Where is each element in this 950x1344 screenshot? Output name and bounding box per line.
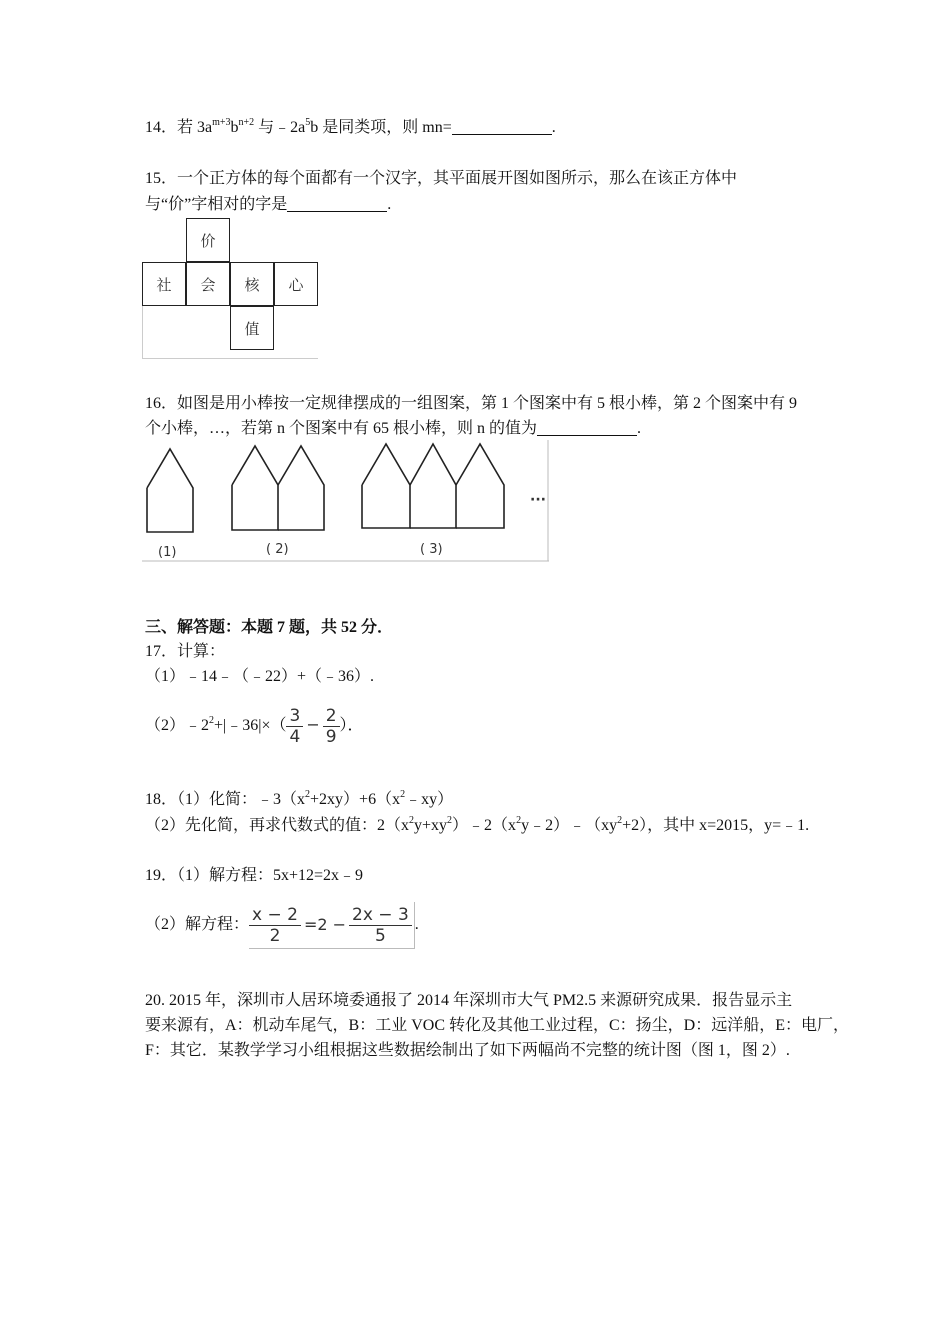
net-cell-xin: 心 — [274, 262, 318, 306]
question-20-line-2: 要来源有，A：机动车尾气，B：工业 VOC 转化及其他工业过程，C：扬尘，D：远洋船，E：电厂， — [145, 1017, 850, 1034]
answer-blank[interactable] — [287, 195, 387, 212]
question-19-part-2: （2）解方程： $\frac{x - 2}{2}$ =2 − $\frac{2x - 3}{5}$ . — [145, 902, 419, 949]
answer-blank[interactable] — [537, 419, 637, 436]
pattern-3-house-a — [362, 444, 410, 528]
question-14: 14．若 $3a^{m+3}b^{n+2}$ 与$﹣2a^5b$ 是同类项，则 mn= . — [145, 117, 556, 136]
pattern-2-house-a — [232, 446, 278, 530]
fraction-x-minus-2-over-2: $\frac{x - 2}{2}$ — [249, 905, 301, 946]
figure-left-border — [142, 306, 143, 358]
fraction-three-quarters: $\frac{3}{4}$ — [286, 706, 303, 747]
net-cell-hui: 会 — [186, 262, 230, 306]
section-3-title: 三、解答题：本题 7 题，共 52 分． — [145, 619, 394, 636]
net-cell-he: 核 — [230, 262, 274, 306]
net-cell-zhi: 值 — [230, 306, 274, 350]
pattern-label-3: ( 3) — [420, 542, 443, 557]
pattern-1-house — [147, 449, 193, 532]
question-18-part-2: （2）先化简，再求代数式的值：$2(x^2y+xy^2)﹣2(x^2y﹣2)﹣(xy^2+2)$，其中 x=2015，y=﹣1. — [145, 815, 810, 834]
question-15-line-1: 15．一个正方体的每个面都有一个汉字，其平面展开图如图所示，那么在该正方体中 — [145, 170, 738, 187]
ellipsis: ··· — [530, 492, 546, 508]
net-cell-jia: 价 — [186, 218, 230, 262]
question-16-line-2: 个小棒，…，若第 n 个图案中有 65 根小棒，则 n 的值为 . — [145, 420, 642, 437]
pattern-3-house-b — [410, 444, 456, 528]
question-17-part-1: （1）﹣14﹣（﹣22）+（﹣36）. — [145, 668, 375, 685]
cube-net-figure — [142, 218, 320, 362]
answer-blank[interactable] — [452, 118, 552, 135]
pattern-2-house-b — [278, 446, 324, 530]
equation-image: $\frac{x - 2}{2}$ =2 − $\frac{2x - 3}{5}$ — [249, 902, 415, 949]
question-20-line-1: 20. 2015 年，深圳市人居环境委通报了 2014 年深圳市大气 PM2.5 来源研究成果．报告显示主 — [145, 992, 793, 1009]
net-cell-she: 社 — [142, 262, 186, 306]
question-16-line-1: 16．如图是用小棒按一定规律摆成的一组图案，第 1 个图案中有 5 根小棒，第 2 个图案中有 9 — [145, 395, 798, 412]
question-15-line-2: 与“价”字相对的字是 . — [145, 196, 392, 213]
pattern-label-2: ( 2) — [266, 542, 289, 557]
question-20-line-3: F：其它．某教学学习小组根据这些数据绘制出了如下两幅尚不完整的统计图（图 1，图 2）. — [145, 1042, 790, 1059]
question-17-title: 17．计算： — [145, 643, 226, 660]
fraction-two-ninths: $\frac{2}{9}$ — [323, 706, 340, 747]
fraction-2x-minus-3-over-5: $\frac{2x - 3}{5}$ — [349, 905, 412, 946]
stick-pattern-figure — [142, 440, 552, 564]
question-18-part-1: 18．（1）化简：$﹣3(x^2+2xy)+6(x^2﹣xy)$ — [145, 789, 454, 808]
figure-bottom-border — [142, 358, 318, 359]
pattern-label-1: (1) — [158, 545, 177, 560]
question-17-part-2: $(2)﹣2^2+|﹣36|\times$（ $\frac{3}{4}$ − $\frac{2}{9}$ ）． — [145, 705, 364, 747]
pattern-3-house-c — [456, 444, 504, 528]
question-19-part-1: 19．（1）解方程：5x+12=2x﹣9 — [145, 867, 364, 884]
